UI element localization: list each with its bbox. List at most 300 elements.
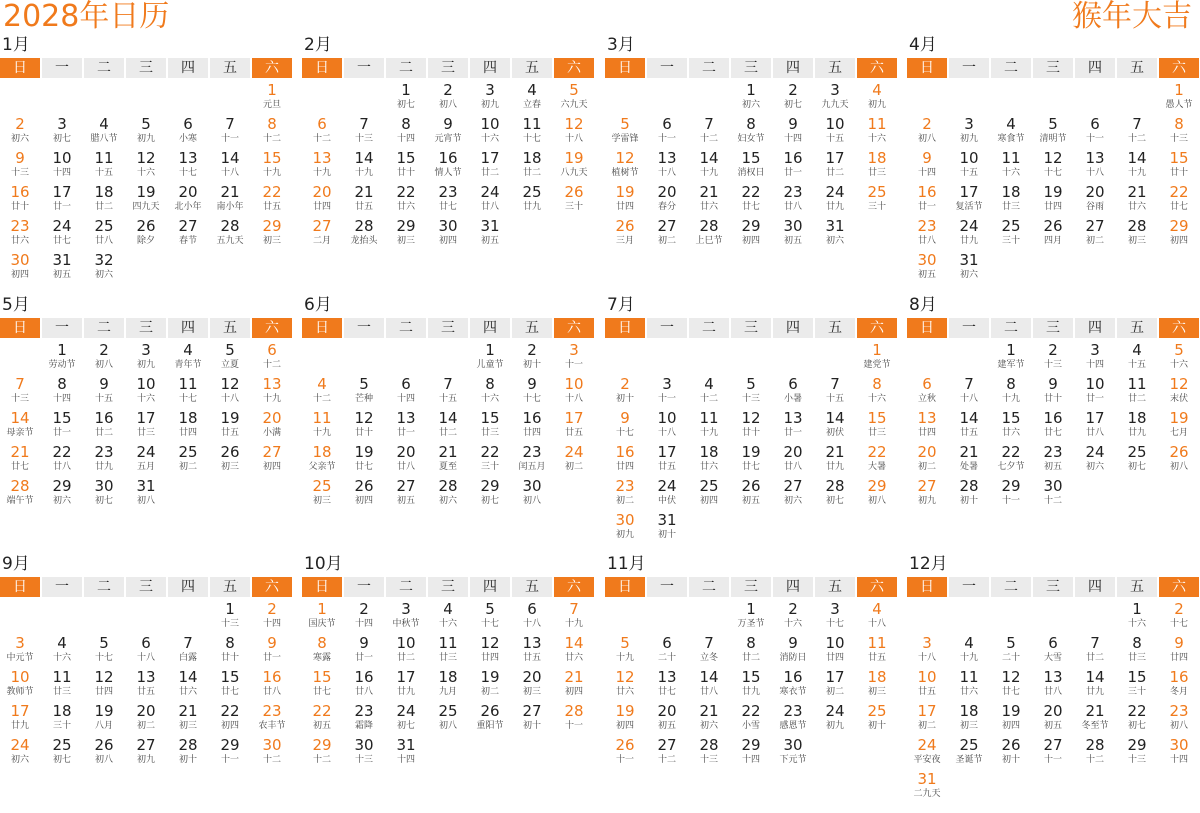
day-cell[interactable] [469,600,511,634]
day-cell[interactable] [427,702,469,736]
day-cell[interactable] [1032,375,1074,409]
day-cell[interactable] [1032,217,1074,251]
day-cell[interactable] [1158,668,1200,702]
day-cell[interactable] [41,477,83,511]
day-cell[interactable] [1158,217,1200,251]
day-cell[interactable] [646,736,688,770]
day-cell[interactable] [251,149,293,183]
day-cell[interactable] [343,634,385,668]
day-cell[interactable] [41,341,83,375]
day-cell[interactable] [814,375,856,409]
day-cell[interactable] [688,702,730,736]
day-cell[interactable] [1116,375,1158,409]
day-cell[interactable] [772,217,814,251]
day-cell[interactable] [646,634,688,668]
day-cell[interactable] [427,217,469,251]
day-cell[interactable] [167,375,209,409]
day-cell[interactable] [856,115,898,149]
day-cell[interactable] [301,409,343,443]
day-cell[interactable] [906,668,948,702]
day-cell[interactable] [772,115,814,149]
day-cell[interactable] [906,217,948,251]
day-cell[interactable] [511,409,553,443]
day-cell[interactable] [772,634,814,668]
day-cell[interactable] [1074,217,1116,251]
day-cell[interactable] [125,443,167,477]
day-cell[interactable] [251,668,293,702]
day-cell[interactable] [1032,702,1074,736]
day-cell[interactable] [1116,702,1158,736]
day-cell[interactable] [427,443,469,477]
day-cell[interactable] [688,115,730,149]
day-cell[interactable] [0,443,41,477]
day-cell[interactable] [856,443,898,477]
day-cell[interactable] [1032,149,1074,183]
day-cell[interactable] [167,341,209,375]
day-cell[interactable] [990,634,1032,668]
day-cell[interactable] [1074,149,1116,183]
day-cell[interactable] [604,477,646,511]
day-cell[interactable] [167,634,209,668]
day-cell[interactable] [0,251,41,285]
day-cell[interactable] [948,217,990,251]
day-cell[interactable] [688,375,730,409]
day-cell[interactable] [1032,409,1074,443]
day-cell[interactable] [814,115,856,149]
day-cell[interactable] [948,477,990,511]
day-cell[interactable] [604,736,646,770]
day-cell[interactable] [646,443,688,477]
day-cell[interactable] [385,634,427,668]
day-cell[interactable] [1032,183,1074,217]
day-cell[interactable] [83,251,125,285]
day-cell[interactable] [688,183,730,217]
day-cell[interactable] [209,375,251,409]
day-cell[interactable] [646,217,688,251]
day-cell[interactable] [83,443,125,477]
day-cell[interactable] [772,149,814,183]
day-cell[interactable] [856,149,898,183]
day-cell[interactable] [730,81,772,115]
day-cell[interactable] [1158,115,1200,149]
day-cell[interactable] [990,149,1032,183]
day-cell[interactable] [906,770,948,804]
day-cell[interactable] [209,634,251,668]
day-cell[interactable] [906,251,948,285]
day-cell[interactable] [646,375,688,409]
day-cell[interactable] [41,409,83,443]
day-cell[interactable] [167,702,209,736]
day-cell[interactable] [427,115,469,149]
day-cell[interactable] [0,668,41,702]
day-cell[interactable] [604,183,646,217]
day-cell[interactable] [167,183,209,217]
day-cell[interactable] [0,115,41,149]
day-cell[interactable] [209,736,251,770]
day-cell[interactable] [83,341,125,375]
day-cell[interactable] [167,736,209,770]
day-cell[interactable] [856,81,898,115]
day-cell[interactable] [209,183,251,217]
day-cell[interactable] [385,600,427,634]
day-cell[interactable] [511,702,553,736]
day-cell[interactable] [41,634,83,668]
day-cell[interactable] [814,600,856,634]
day-cell[interactable] [730,668,772,702]
day-cell[interactable] [0,183,41,217]
day-cell[interactable] [1032,477,1074,511]
day-cell[interactable] [209,341,251,375]
day-cell[interactable] [604,409,646,443]
day-cell[interactable] [553,443,595,477]
day-cell[interactable] [1074,183,1116,217]
day-cell[interactable] [1074,702,1116,736]
day-cell[interactable] [41,251,83,285]
day-cell[interactable] [856,634,898,668]
day-cell[interactable] [251,443,293,477]
day-cell[interactable] [427,409,469,443]
day-cell[interactable] [469,443,511,477]
day-cell[interactable] [1032,736,1074,770]
day-cell[interactable] [385,375,427,409]
day-cell[interactable] [553,115,595,149]
day-cell[interactable] [427,183,469,217]
day-cell[interactable] [83,115,125,149]
day-cell[interactable] [83,634,125,668]
day-cell[interactable] [772,81,814,115]
day-cell[interactable] [814,81,856,115]
day-cell[interactable] [948,375,990,409]
day-cell[interactable] [167,149,209,183]
day-cell[interactable] [772,668,814,702]
day-cell[interactable] [990,477,1032,511]
day-cell[interactable] [1116,183,1158,217]
day-cell[interactable] [1074,443,1116,477]
day-cell[interactable] [646,115,688,149]
day-cell[interactable] [814,149,856,183]
day-cell[interactable] [1032,634,1074,668]
day-cell[interactable] [301,736,343,770]
day-cell[interactable] [553,702,595,736]
day-cell[interactable] [167,115,209,149]
day-cell[interactable] [385,115,427,149]
day-cell[interactable] [511,443,553,477]
day-cell[interactable] [511,149,553,183]
day-cell[interactable] [343,702,385,736]
day-cell[interactable] [772,477,814,511]
day-cell[interactable] [814,668,856,702]
day-cell[interactable] [906,149,948,183]
day-cell[interactable] [125,477,167,511]
day-cell[interactable] [469,634,511,668]
day-cell[interactable] [1032,443,1074,477]
day-cell[interactable] [730,634,772,668]
day-cell[interactable] [469,115,511,149]
day-cell[interactable] [856,477,898,511]
day-cell[interactable] [646,149,688,183]
day-cell[interactable] [125,702,167,736]
day-cell[interactable] [1158,702,1200,736]
day-cell[interactable] [1116,736,1158,770]
day-cell[interactable] [251,375,293,409]
day-cell[interactable] [125,183,167,217]
day-cell[interactable] [1116,634,1158,668]
day-cell[interactable] [730,217,772,251]
day-cell[interactable] [688,477,730,511]
day-cell[interactable] [469,477,511,511]
day-cell[interactable] [251,341,293,375]
day-cell[interactable] [469,183,511,217]
day-cell[interactable] [856,702,898,736]
day-cell[interactable] [0,702,41,736]
day-cell[interactable] [385,81,427,115]
day-cell[interactable] [814,634,856,668]
day-cell[interactable] [125,149,167,183]
day-cell[interactable] [1116,149,1158,183]
day-cell[interactable] [251,115,293,149]
day-cell[interactable] [990,217,1032,251]
day-cell[interactable] [167,443,209,477]
day-cell[interactable] [209,115,251,149]
day-cell[interactable] [385,217,427,251]
day-cell[interactable] [41,149,83,183]
day-cell[interactable] [209,149,251,183]
day-cell[interactable] [730,375,772,409]
day-cell[interactable] [856,341,898,375]
day-cell[interactable] [343,736,385,770]
day-cell[interactable] [385,736,427,770]
day-cell[interactable] [688,217,730,251]
day-cell[interactable] [469,409,511,443]
day-cell[interactable] [730,409,772,443]
day-cell[interactable] [646,668,688,702]
day-cell[interactable] [814,183,856,217]
day-cell[interactable] [1116,341,1158,375]
day-cell[interactable] [1116,668,1158,702]
day-cell[interactable] [167,409,209,443]
day-cell[interactable] [511,600,553,634]
day-cell[interactable] [730,149,772,183]
day-cell[interactable] [604,375,646,409]
day-cell[interactable] [990,668,1032,702]
day-cell[interactable] [125,217,167,251]
day-cell[interactable] [343,600,385,634]
day-cell[interactable] [646,477,688,511]
day-cell[interactable] [906,443,948,477]
day-cell[interactable] [948,115,990,149]
day-cell[interactable] [125,634,167,668]
day-cell[interactable] [427,375,469,409]
day-cell[interactable] [427,600,469,634]
day-cell[interactable] [604,443,646,477]
day-cell[interactable] [856,183,898,217]
day-cell[interactable] [343,668,385,702]
day-cell[interactable] [772,702,814,736]
day-cell[interactable] [385,668,427,702]
day-cell[interactable] [125,409,167,443]
day-cell[interactable] [948,409,990,443]
day-cell[interactable] [1116,115,1158,149]
day-cell[interactable] [1158,600,1200,634]
day-cell[interactable] [1116,217,1158,251]
day-cell[interactable] [646,183,688,217]
day-cell[interactable] [1158,736,1200,770]
day-cell[interactable] [948,149,990,183]
day-cell[interactable] [385,183,427,217]
day-cell[interactable] [948,183,990,217]
day-cell[interactable] [906,409,948,443]
day-cell[interactable] [511,477,553,511]
day-cell[interactable] [343,477,385,511]
day-cell[interactable] [301,217,343,251]
day-cell[interactable] [251,81,293,115]
day-cell[interactable] [83,477,125,511]
day-cell[interactable] [41,183,83,217]
day-cell[interactable] [1074,115,1116,149]
day-cell[interactable] [604,115,646,149]
day-cell[interactable] [251,702,293,736]
day-cell[interactable] [772,443,814,477]
day-cell[interactable] [0,634,41,668]
day-cell[interactable] [604,668,646,702]
day-cell[interactable] [0,375,41,409]
day-cell[interactable] [469,702,511,736]
day-cell[interactable] [301,477,343,511]
day-cell[interactable] [1074,375,1116,409]
day-cell[interactable] [83,149,125,183]
day-cell[interactable] [646,702,688,736]
day-cell[interactable] [385,149,427,183]
day-cell[interactable] [301,375,343,409]
day-cell[interactable] [469,217,511,251]
day-cell[interactable] [167,668,209,702]
day-cell[interactable] [814,217,856,251]
day-cell[interactable] [772,375,814,409]
day-cell[interactable] [948,251,990,285]
day-cell[interactable] [427,149,469,183]
day-cell[interactable] [343,409,385,443]
day-cell[interactable] [251,217,293,251]
day-cell[interactable] [125,341,167,375]
day-cell[interactable] [343,443,385,477]
day-cell[interactable] [772,183,814,217]
day-cell[interactable] [343,149,385,183]
day-cell[interactable] [251,600,293,634]
day-cell[interactable] [604,511,646,545]
day-cell[interactable] [604,702,646,736]
day-cell[interactable] [301,600,343,634]
day-cell[interactable] [511,375,553,409]
day-cell[interactable] [730,477,772,511]
day-cell[interactable] [1158,443,1200,477]
day-cell[interactable] [427,668,469,702]
day-cell[interactable] [948,443,990,477]
day-cell[interactable] [41,668,83,702]
day-cell[interactable] [343,183,385,217]
day-cell[interactable] [511,81,553,115]
day-cell[interactable] [646,511,688,545]
day-cell[interactable] [301,668,343,702]
day-cell[interactable] [301,702,343,736]
day-cell[interactable] [209,409,251,443]
day-cell[interactable] [511,115,553,149]
day-cell[interactable] [948,702,990,736]
day-cell[interactable] [906,375,948,409]
day-cell[interactable] [990,409,1032,443]
day-cell[interactable] [553,375,595,409]
day-cell[interactable] [385,702,427,736]
day-cell[interactable] [209,600,251,634]
day-cell[interactable] [301,115,343,149]
day-cell[interactable] [469,81,511,115]
day-cell[interactable] [125,668,167,702]
day-cell[interactable] [209,217,251,251]
day-cell[interactable] [814,477,856,511]
day-cell[interactable] [553,634,595,668]
day-cell[interactable] [730,736,772,770]
day-cell[interactable] [41,375,83,409]
day-cell[interactable] [730,702,772,736]
day-cell[interactable] [1074,736,1116,770]
day-cell[interactable] [553,409,595,443]
day-cell[interactable] [948,668,990,702]
day-cell[interactable] [1032,115,1074,149]
day-cell[interactable] [990,375,1032,409]
day-cell[interactable] [1074,409,1116,443]
day-cell[interactable] [1116,443,1158,477]
day-cell[interactable] [469,668,511,702]
day-cell[interactable] [427,477,469,511]
day-cell[interactable] [688,634,730,668]
day-cell[interactable] [906,736,948,770]
day-cell[interactable] [772,409,814,443]
day-cell[interactable] [990,736,1032,770]
day-cell[interactable] [167,217,209,251]
day-cell[interactable] [688,409,730,443]
day-cell[interactable] [385,443,427,477]
day-cell[interactable] [856,409,898,443]
day-cell[interactable] [906,702,948,736]
day-cell[interactable] [301,149,343,183]
day-cell[interactable] [125,375,167,409]
day-cell[interactable] [730,443,772,477]
day-cell[interactable] [1158,634,1200,668]
day-cell[interactable] [604,149,646,183]
day-cell[interactable] [1074,668,1116,702]
day-cell[interactable] [772,736,814,770]
day-cell[interactable] [41,443,83,477]
day-cell[interactable] [1158,183,1200,217]
day-cell[interactable] [646,409,688,443]
day-cell[interactable] [83,668,125,702]
day-cell[interactable] [1116,409,1158,443]
day-cell[interactable] [1158,409,1200,443]
day-cell[interactable] [1116,600,1158,634]
day-cell[interactable] [209,702,251,736]
day-cell[interactable] [301,634,343,668]
day-cell[interactable] [553,600,595,634]
day-cell[interactable] [83,183,125,217]
day-cell[interactable] [511,634,553,668]
day-cell[interactable] [906,183,948,217]
day-cell[interactable] [83,375,125,409]
day-cell[interactable] [41,702,83,736]
day-cell[interactable] [948,634,990,668]
day-cell[interactable] [83,736,125,770]
day-cell[interactable] [856,600,898,634]
day-cell[interactable] [343,115,385,149]
day-cell[interactable] [990,341,1032,375]
